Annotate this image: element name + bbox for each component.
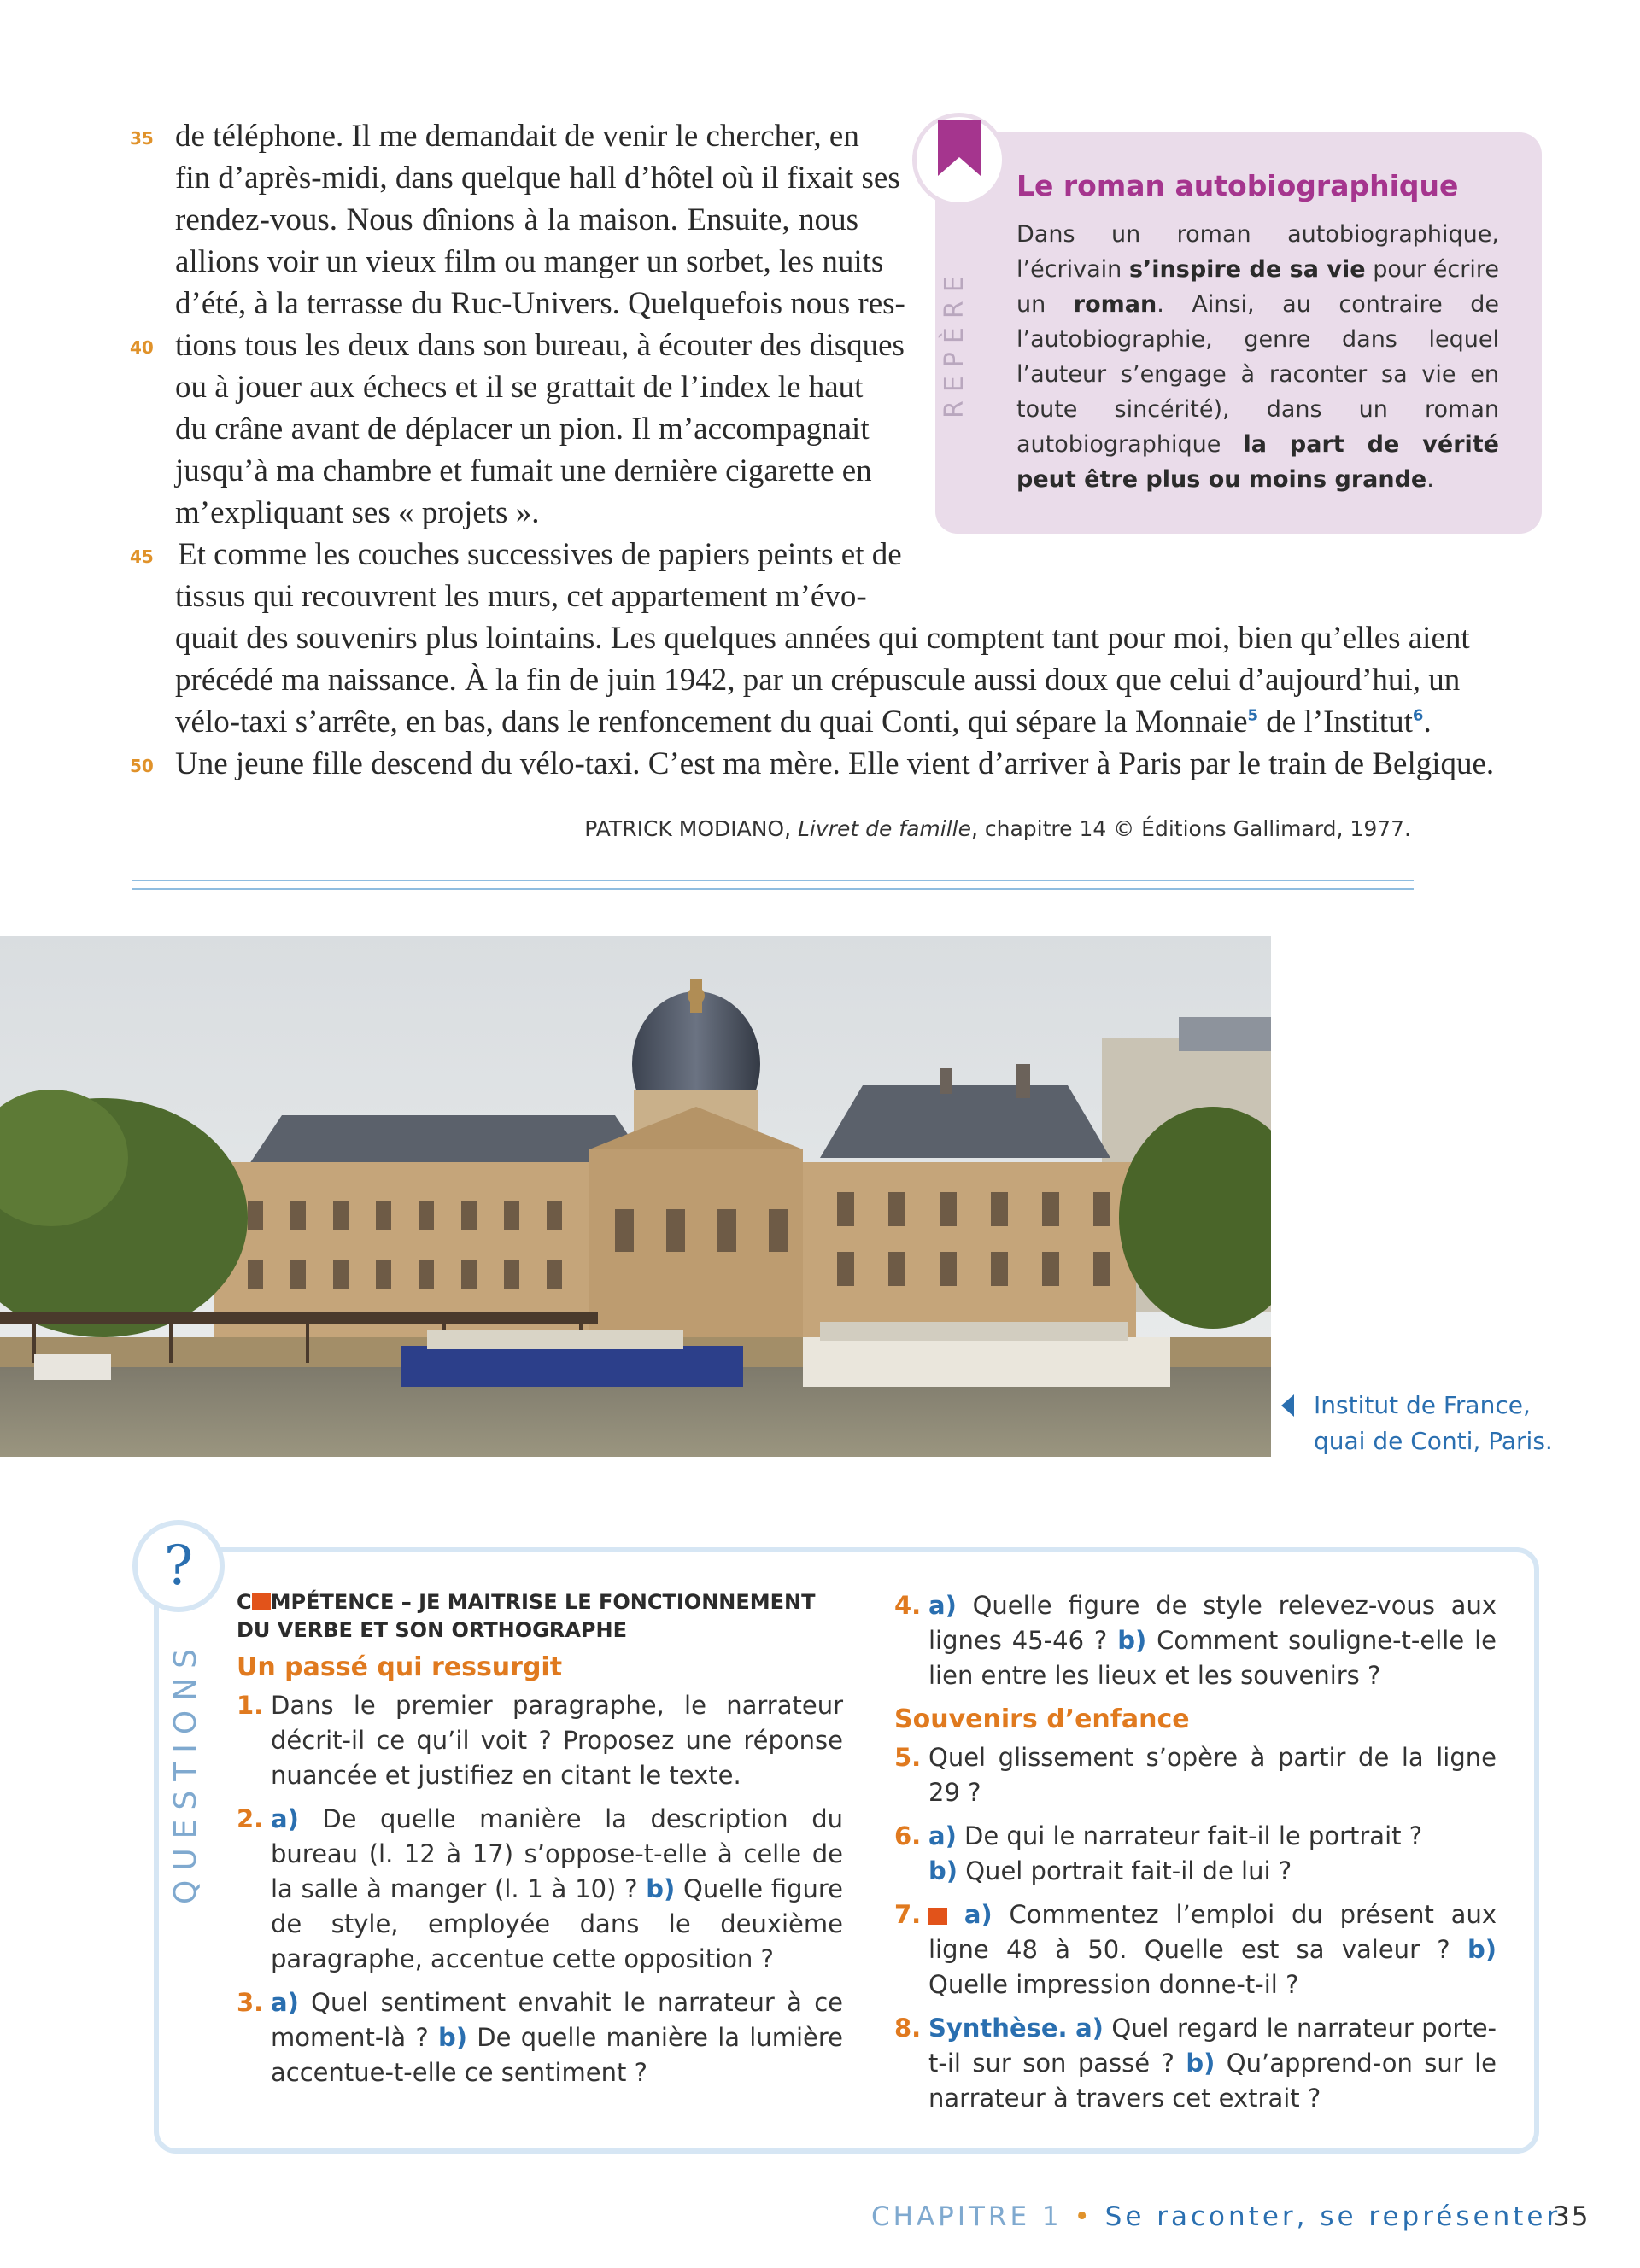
text-line: jusqu’à ma chambre et fumait une dernière cigarette en (175, 453, 872, 488)
question-item: 4. a) Quelle figure de style relevez-vous aux lignes 45-46 ? b) Comment souligne-t-elle le lien entre les lieux et les souvenirs ? (894, 1591, 1496, 1690)
text-line: allions voir un vieux film ou manger un sorbet, les nuits (175, 244, 884, 279)
questions-column-right (894, 1588, 1496, 2125)
caption-arrow-icon (1281, 1394, 1294, 1417)
chapter-label: CHAPITRE 1 (871, 2201, 1063, 2232)
question-item: 2. a) De quelle manière la description du bureau (l. 12 à 17) s’oppose-t-elle à celle de la salle à manger (l. 1 à 10) ? b) Quelle figure de style, employée dans le deuxième paragraphe, accentue cette opposition ? (237, 1804, 843, 1973)
bookmark-icon (938, 120, 981, 176)
divider (132, 888, 1414, 890)
photo-caption: Institut de France, quai de Conti, Paris. (1314, 1391, 1553, 1455)
question-item: 5. Quel glissement s’opère à partir de la ligne 29 ? (894, 1743, 1496, 1807)
text-line: rendez-vous. Nous dînions à la maison. Ensuite, nous (175, 202, 858, 237)
footnote-ref[interactable]: 5 (1247, 706, 1259, 725)
text-line: tions tous les deux dans son bureau, à écouter des disques (175, 328, 905, 363)
repere-title: Le roman autobiographique (1016, 169, 1459, 202)
text-line: Et comme les couches successives de papiers peints et de (178, 537, 902, 572)
footer-bullet: • (1074, 2201, 1093, 2232)
running-footer (871, 2201, 1561, 2232)
question-item: 3. a) Quel sentiment envahit le narrateur à ce moment-là ? b) De quelle manière la lumière accentue-t-elle ce sentiment ? (237, 1988, 843, 2087)
repere-vertical-label (934, 220, 976, 425)
chapter-title: Se raconter, se représenter (1104, 2201, 1561, 2232)
source-credit: PATRICK MODIANO, Livret de famille, chapitre 14 © Éditions Gallimard, 1977. (584, 816, 1411, 841)
line-number: 40 (130, 337, 154, 358)
svg-text:QUESTIONS: QUESTIONS (168, 1639, 203, 1904)
line-number: 50 (130, 756, 154, 776)
question-mark-icon: ? (163, 1534, 194, 1598)
question-item: 6. a) De qui le narrateur fait-il le portrait ? b) Quel portrait fait-il de lui ? (894, 1821, 1423, 1885)
institut-de-france-photo (0, 936, 1271, 1457)
svg-text:REPÈRE: REPÈRE (940, 267, 969, 418)
line-number: 35 (130, 128, 154, 149)
section-heading: Souvenirs d’enfance (894, 1704, 1190, 1734)
divider (132, 880, 1414, 881)
questions-column-left (237, 1588, 843, 2099)
text-line: Une jeune fille descend du vélo-taxi. C’est ma mère. Elle vient d’arriver à Paris par le train de Belgique. (175, 746, 1495, 781)
question-item: 8. Synthèse. a) Quel regard le narrateur porte-t-il sur son passé ? b) Qu’apprend-on sur le narrateur à travers cet extrait ? (894, 2014, 1497, 2113)
text-line: tissus qui recouvrent les murs, cet appartement m’évo- (175, 579, 867, 614)
repere-body: Dans un roman autobiographique, l’écrivain s’inspire de sa vie pour écrire un roman. Ainsi, au contraire de l’autobiographie, genre dans lequel l’auteur s’engage à raconter sa vie en toute sincérité), dans un roman autobiographique la part de vérité peut être plus ou moins grande. (1016, 221, 1499, 493)
text-line: ou à jouer aux échecs et il se grattait de l’index le haut (175, 370, 864, 405)
section-heading: Un passé qui ressurgit (237, 1652, 563, 1682)
text-line: m’expliquant ses « projets ». (175, 495, 540, 530)
text-line: précédé ma naissance. À la fin de juin 1942, par un crépuscule aussi doux que celui d’aujourd’hui, un (175, 663, 1461, 698)
competence-heading: C MPÉTENCE – JE MAITRISE LE FONCTIONNEMENT DU VERBE ET SON ORTHOGRAPHE (237, 1590, 816, 1642)
footnote-ref[interactable]: 6 (1412, 706, 1424, 725)
question-item: 1. Dans le premier paragraphe, le narrateur décrit-il ce qu’il voit ? Proposez une réponse nuancée et justifiez en citant le texte. (237, 1691, 843, 1790)
line-number: 45 (130, 547, 154, 567)
competence-square-icon (928, 1908, 947, 1925)
text-line: quait des souvenirs plus lointains. Les quelques années qui comptent tant pour moi, bien qu’elles aient (175, 621, 1470, 656)
text-line: vélo-taxi s’arrête, en bas, dans le renfoncement du quai Conti, qui sépare la Monnaie$^5$ de l’Institut$^6$. (175, 704, 1432, 739)
text-line: de téléphone. Il me demandait de venir le chercher, en (175, 119, 859, 154)
question-item: 7. a) Commentez l’emploi du présent aux ligne 48 à 50. Quelle est sa valeur ? b) Quelle impression donne-t-il ? (894, 1900, 1496, 1999)
questions-vertical-label (158, 1622, 209, 1913)
text-line: du crâne avant de déplacer un pion. Il m’accompagnait (175, 412, 870, 447)
text-line: fin d’après-midi, dans quelque hall d’hôtel où il fixait ses (175, 161, 900, 196)
page-number: 35 (1553, 2201, 1590, 2232)
text-line: d’été, à la terrasse du Ruc-Univers. Quelquefois nous res- (175, 286, 905, 321)
competence-square-icon (252, 1593, 271, 1610)
questions-tab (132, 1520, 225, 1612)
